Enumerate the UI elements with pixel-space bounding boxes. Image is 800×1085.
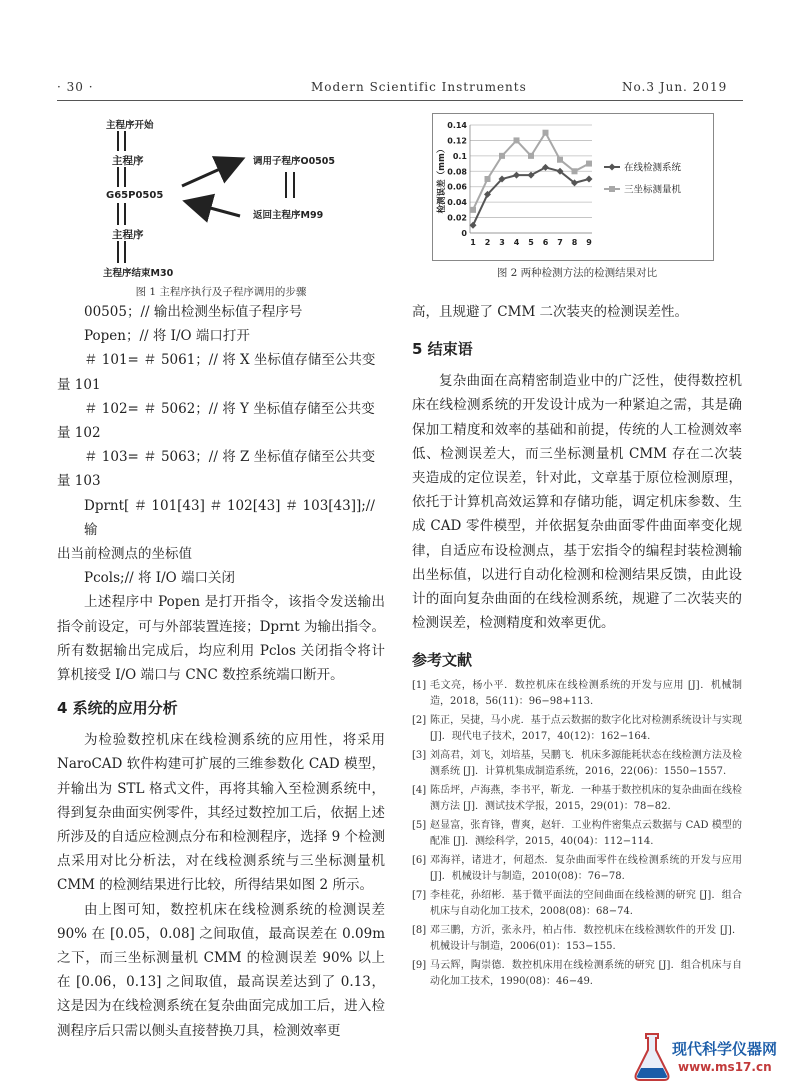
line-chart xyxy=(432,113,712,259)
x-tick-label: 1 xyxy=(470,238,476,247)
reference-number: [1] xyxy=(412,680,427,692)
page-number: · 30 · xyxy=(57,80,94,94)
reference-text: 邓海祥，诸进才，何超杰．复杂曲面零件在线检测系统的开发与应用 [J]．机械设计与制造，2010(08)：76−78. xyxy=(430,855,742,883)
data-point xyxy=(528,153,534,159)
y-tick-label: 0.1 xyxy=(452,151,467,161)
flow-node-main-2: 主程序 xyxy=(112,229,144,241)
flow-connector xyxy=(117,131,119,151)
data-point xyxy=(513,172,520,179)
y-axis-label: 检测误差（mm） xyxy=(437,144,447,214)
issue-info: No.3 Jun. 2019 xyxy=(622,80,728,94)
reference-item xyxy=(412,783,742,815)
reference-item xyxy=(412,818,742,850)
legend-label: 三坐标测量机 xyxy=(624,184,682,196)
flow-node-main: 主程序 xyxy=(112,155,144,167)
code-line: 量 101 xyxy=(57,376,101,393)
flow-node-call-sub: 调用子程序O0505 xyxy=(253,156,336,167)
y-tick-label: 0.04 xyxy=(447,198,467,208)
flow-node-main-start: 主程序开始 xyxy=(106,120,154,131)
x-tick-label: 7 xyxy=(557,238,563,247)
code-line: Dprnt[ ＃ 101[43] ＃ 102[43] ＃ 103[43]];// 输 xyxy=(84,497,375,538)
references-title: 参考文献 xyxy=(412,651,473,670)
data-point xyxy=(499,153,505,159)
data-point xyxy=(586,161,592,167)
flow-connector xyxy=(124,203,126,225)
code-line: 量 102 xyxy=(57,425,101,442)
arrow-return xyxy=(188,202,240,216)
flow-connector xyxy=(124,131,126,151)
watermark-url: www.ms17.cn xyxy=(678,1060,772,1074)
right-column xyxy=(412,300,742,993)
reference-item xyxy=(412,923,742,955)
reference-number: [3] xyxy=(412,750,427,762)
reference-text: 毛文亮，杨小平．数控机床在线检测系统的开发与应用 [J]．机械制造，2018，56(11)：96−98+113. xyxy=(430,680,742,708)
reference-item xyxy=(412,958,742,990)
y-tick-label: 0.02 xyxy=(447,213,467,223)
code-line: 量 103 xyxy=(57,473,101,490)
reference-text: 赵显富，张育锋，曹爽，赵轩．工业构件密集点云数据与 CAD 模型的配准 [J]．测绘科学，2015，40(04)：112−114. xyxy=(430,820,742,848)
reference-number: [5] xyxy=(412,820,427,832)
figure-1-caption: 图 1 主程序执行及子程序调用的步骤 xyxy=(135,286,307,298)
code-line: Popen；// 将 I/O 端口打开 xyxy=(84,328,250,345)
data-point xyxy=(572,168,578,174)
code-line: ＃ 101= ＃ 5061；// 将 X 坐标值存储至公共变 xyxy=(84,352,376,369)
x-tick-label: 2 xyxy=(484,238,491,247)
reference-number: [4] xyxy=(412,785,427,797)
data-point xyxy=(542,164,549,171)
x-tick-label: 8 xyxy=(571,238,578,247)
reference-number: [6] xyxy=(412,855,427,867)
reference-text: 刘高君，刘飞，刘培基，吴鹏飞．机床多源能耗状态在线检测方法及检测系统 [J]．计算机集成制造系统，2016，22(06)：1550−1557. xyxy=(430,750,742,778)
reference-text: 陈正，吴捷，马小虎．基于点云数据的数字化比对检测系统设计与实现 [J]．现代电子技术，2017，40(12)：162−164. xyxy=(430,715,742,743)
code-line: 00505；// 输出检测坐标值子程序号 xyxy=(84,304,303,320)
header-rule xyxy=(57,100,743,101)
data-point xyxy=(586,176,593,183)
y-tick-label: 0 xyxy=(461,229,467,238)
data-point xyxy=(514,137,520,143)
code-line: 出当前检测点的坐标值 xyxy=(57,546,192,563)
watermark-name: 现代科学仪器网 xyxy=(672,1040,778,1058)
y-tick-label: 0.08 xyxy=(447,167,467,177)
flow-connector xyxy=(124,167,126,187)
reference-item xyxy=(412,713,742,745)
flow-connector xyxy=(124,241,126,263)
flow-connector xyxy=(117,241,119,263)
left-column xyxy=(57,300,385,1043)
data-point xyxy=(543,130,549,136)
reference-item xyxy=(412,888,742,920)
flow-connector xyxy=(117,167,119,187)
x-tick-label: 4 xyxy=(513,238,520,247)
flow-arrows xyxy=(170,150,250,230)
reference-text: 马云辉，陶崇德．数控机床用在线检测系统的研究 [J]．组合机床与自动化加工技术，1990(08)：46−49. xyxy=(430,960,742,988)
flask-logo-icon xyxy=(632,1030,672,1082)
reference-number: [9] xyxy=(412,960,427,972)
legend-marker xyxy=(609,164,616,171)
watermark xyxy=(632,1030,797,1082)
paragraph: 复杂曲面在高精密制造业中的广泛性，使得数控机床在线检测系统的开发设计成为一种紧迫之需，其是确保加工精度和效率的基础和前提，传统的人工检测效率低、检测误差大，而三坐标测量机 CMM 存在二次装夹造成的定位误差，针对此，文章基于原位检测原理，依托于计算机高效运算和存储功能，调定机床参数、生成 CAD 零件模型，并依据复杂曲面零件曲面率变化规律，自适应布设检测点，基于宏指令的编程封装检测输出坐标值，以进行自动化检测和检测结果反馈，由此设计的面向复杂曲面的在线检测系统，规避了二次装夹的检测误差，检测精度和效率更优。 xyxy=(412,373,742,632)
flow-connector xyxy=(285,172,287,198)
data-point xyxy=(485,176,491,182)
x-tick-label: 5 xyxy=(528,238,534,247)
y-tick-label: 0.06 xyxy=(447,182,467,192)
reference-item xyxy=(412,853,742,885)
legend-label: 在线检测系统 xyxy=(624,162,682,174)
flow-connector xyxy=(117,203,119,225)
journal-name: Modern Scientific Instruments xyxy=(311,80,527,94)
arrow-to-subroutine xyxy=(182,160,240,186)
x-tick-label: 3 xyxy=(499,238,505,247)
reference-number: [8] xyxy=(412,925,427,937)
code-listing xyxy=(57,300,385,590)
code-line: ＃ 102= ＃ 5062；// 将 Y 坐标值存储至公共变 xyxy=(84,400,375,417)
data-point xyxy=(470,222,477,229)
reference-item xyxy=(412,748,742,780)
data-point xyxy=(470,207,476,213)
code-line: ＃ 103= ＃ 5063；// 将 Z 坐标值存储至公共变 xyxy=(84,449,376,466)
reference-item xyxy=(412,678,742,710)
section-4-title: 4 系统的应用分析 xyxy=(57,699,178,718)
flow-node-return-main: 返回主程序M99 xyxy=(253,210,324,221)
reference-text: 陈岳坪，卢海燕，李书平，靳龙．一种基于数控机床的复杂曲面在线检测方法 [J]．测试技术学报，2015，29(01)：78−82. xyxy=(430,785,742,813)
figure-2-caption: 图 2 两种检测方法的检测结果对比 xyxy=(496,267,658,279)
paragraph: 由上图可知，数控机床在线检测系统的检测误差 90% 在 [0.05，0.08] 之间取值，最高误差在 0.09m 之下，而三坐标测量机 CMM 的检测误差 90% 以上在 [0.06，0.13] 之间取值，最高误差达到了 0.13，这是因为在线检测系统在复杂曲面完成加工后，进入检测程序后只需以侧头直接替换刀具，检测效率更 xyxy=(57,901,385,1039)
data-point xyxy=(557,157,563,163)
flow-connector xyxy=(293,172,295,198)
y-tick-label: 0.12 xyxy=(447,136,467,146)
reference-text: 邓三鹏，方沂，张永丹，柏占伟．数控机床在线检测软件的开发 [J]．机械设计与制造，2006(01)：153−155. xyxy=(430,925,742,953)
data-point xyxy=(528,172,535,179)
reference-text: 李桂花，孙绍彬．基于微平面法的空间曲面在线检测的研究 [J]．组合机床与自动化加工技术，2008(08)：68−74. xyxy=(430,890,742,918)
paragraph-continued: 高，且规避了 CMM 二次装夹的检测误差性。 xyxy=(412,304,689,320)
reference-number: [7] xyxy=(412,890,427,902)
x-tick-label: 6 xyxy=(542,238,549,247)
legend-marker xyxy=(609,186,615,192)
references-list xyxy=(412,678,742,990)
flow-node-main-end: 主程序结束M30 xyxy=(103,268,174,279)
code-line: Pcols;// 将 I/O 端口关闭 xyxy=(84,570,235,587)
x-tick-label: 9 xyxy=(586,238,592,247)
reference-number: [2] xyxy=(412,715,427,727)
paragraph: 上述程序中 Popen 是打开指令，该指令发送输出指令前设定，可与外部装置连接；Dprnt 为输出指令。所有数据输出完成后，均应利用 Pclos 关闭指令将计算机接受 I/O 端口与 CNC 数控系统端口断开。 xyxy=(57,594,385,684)
y-tick-label: 0.14 xyxy=(447,121,467,130)
flow-node-call: G65P0505 xyxy=(106,190,164,201)
paragraph: 为检验数控机床在线检测系统的应用性，将采用 NaroCAD 软件构建可扩展的三维参数化 CAD 模型，并输出为 STL 格式文件，再将其输入至检测系统中，得到复杂曲面实例零件，其经过数控加工后，依据上述所涉及的自适应检测点分布和检测程序，选择 9 个检测点采用对比分析法，对在线检测系统与三坐标测量机 CMM 的检测结果进行比较，所得结果如图 2 所示。 xyxy=(57,732,385,894)
section-5-title: 5 结束语 xyxy=(412,340,473,359)
